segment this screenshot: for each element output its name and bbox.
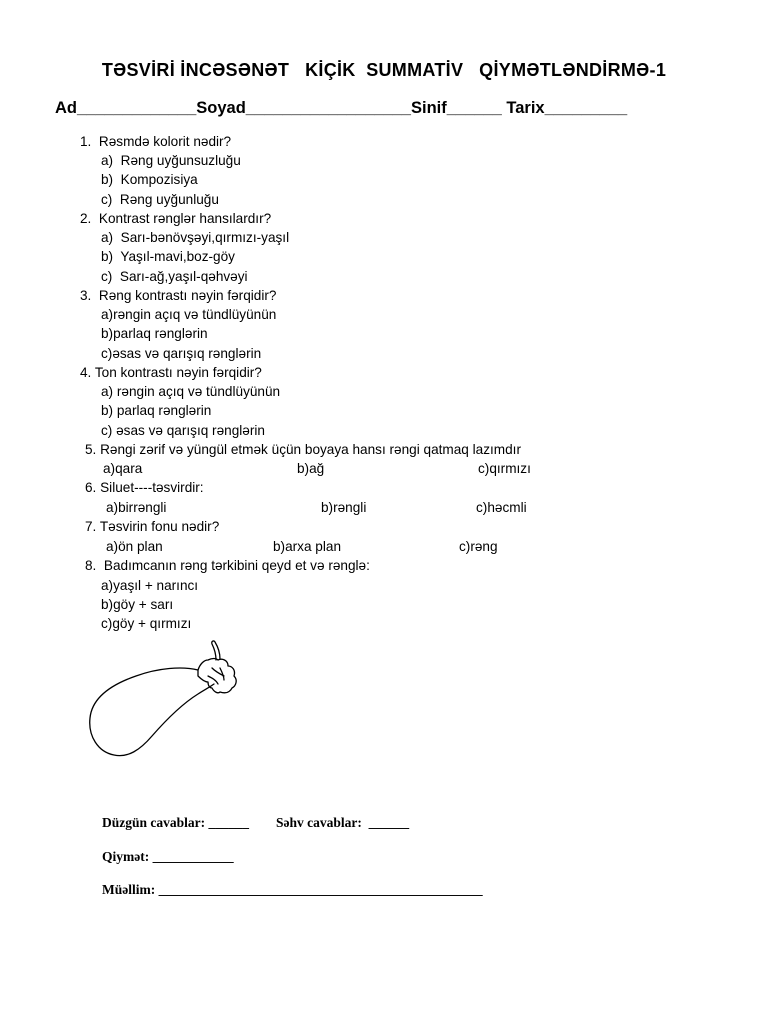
q8-option-b: b)göy + sarı <box>101 597 174 612</box>
q4-option-c: c) əsas və qarışıq rənglərin <box>101 423 265 438</box>
correct-answers-field: Düzgün cavablar: ______ <box>102 815 250 830</box>
q8-option-a: a)yaşıl + narıncı <box>101 578 199 593</box>
q1-option-c: c) Rəng uyğunluğu <box>101 192 219 207</box>
question-8: 8. Badımcanın rəng tərkibini qeyd et və rənglə: <box>85 558 370 573</box>
question-7: 7. Təsvirin fonu nədir? <box>85 519 220 534</box>
q7-option-c: c)rəng <box>459 539 498 554</box>
question-4: 4. Ton kontrastı nəyin fərqidir? <box>80 365 262 380</box>
wrong-answers-field: Səhv cavablar: ______ <box>276 815 410 830</box>
q4-option-a: a) rəngin açıq və tündlüyünün <box>101 384 281 399</box>
question-5: 5. Rəngi zərif və yüngül etmək üçün boyaya hansı rəngi qatmaq lazımdır <box>85 442 521 457</box>
question-2: 2. Kontrast rənglər hansılardır? <box>80 211 272 226</box>
q5-option-c: c)qırmızı <box>478 461 531 476</box>
q5-option-b: b)ağ <box>297 461 325 476</box>
q1-option-a: a) Rəng uyğunsuzluğu <box>101 153 241 168</box>
q7-option-b: b)arxa plan <box>273 539 342 554</box>
q8-option-c: c)göy + qırmızı <box>101 616 192 631</box>
q6-option-c: c)həcmli <box>476 500 527 515</box>
question-1: 1. Rəsmdə kolorit nədir? <box>80 134 232 149</box>
q3-option-b: b)parlaq rənglərin <box>101 326 208 341</box>
grade-field: Qiymət: ____________ <box>102 849 234 864</box>
eggplant-icon <box>62 632 258 764</box>
q2-option-c: c) Sarı-ağ,yaşıl-qəhvəyi <box>101 269 248 284</box>
question-6: 6. Siluet----təsvirdir: <box>85 480 204 495</box>
page-title: TƏSVİRİ İNCƏSƏNƏT KİÇİK SUMMATİV QİYMƏTLƏNDİRMƏ-1 <box>101 60 667 80</box>
question-3: 3. Rəng kontrastı nəyin fərqidir? <box>80 288 277 303</box>
q2-option-a: a) Sarı-bənövşəyi,qırmızı-yaşıl <box>101 230 290 245</box>
q5-option-a: a)qara <box>103 461 143 476</box>
q6-option-a: a)birrəngli <box>106 500 167 515</box>
q3-option-a: a)rəngin açıq və tündlüyünün <box>101 307 277 322</box>
q1-option-b: b) Kompozisiya <box>101 172 198 187</box>
q4-option-b: b) parlaq rənglərin <box>101 403 212 418</box>
q3-option-c: c)əsas və qarışıq rənglərin <box>101 346 262 361</box>
teacher-field: Müəllim: ________________________________________________ <box>102 882 483 897</box>
q7-option-a: a)ön plan <box>106 539 163 554</box>
student-info-line: Ad_____________Soyad__________________Sinif______ Tarix_________ <box>55 99 628 117</box>
q2-option-b: b) Yaşıl-mavi,boz-göy <box>101 249 235 264</box>
q6-option-b: b)rəngli <box>321 500 367 515</box>
